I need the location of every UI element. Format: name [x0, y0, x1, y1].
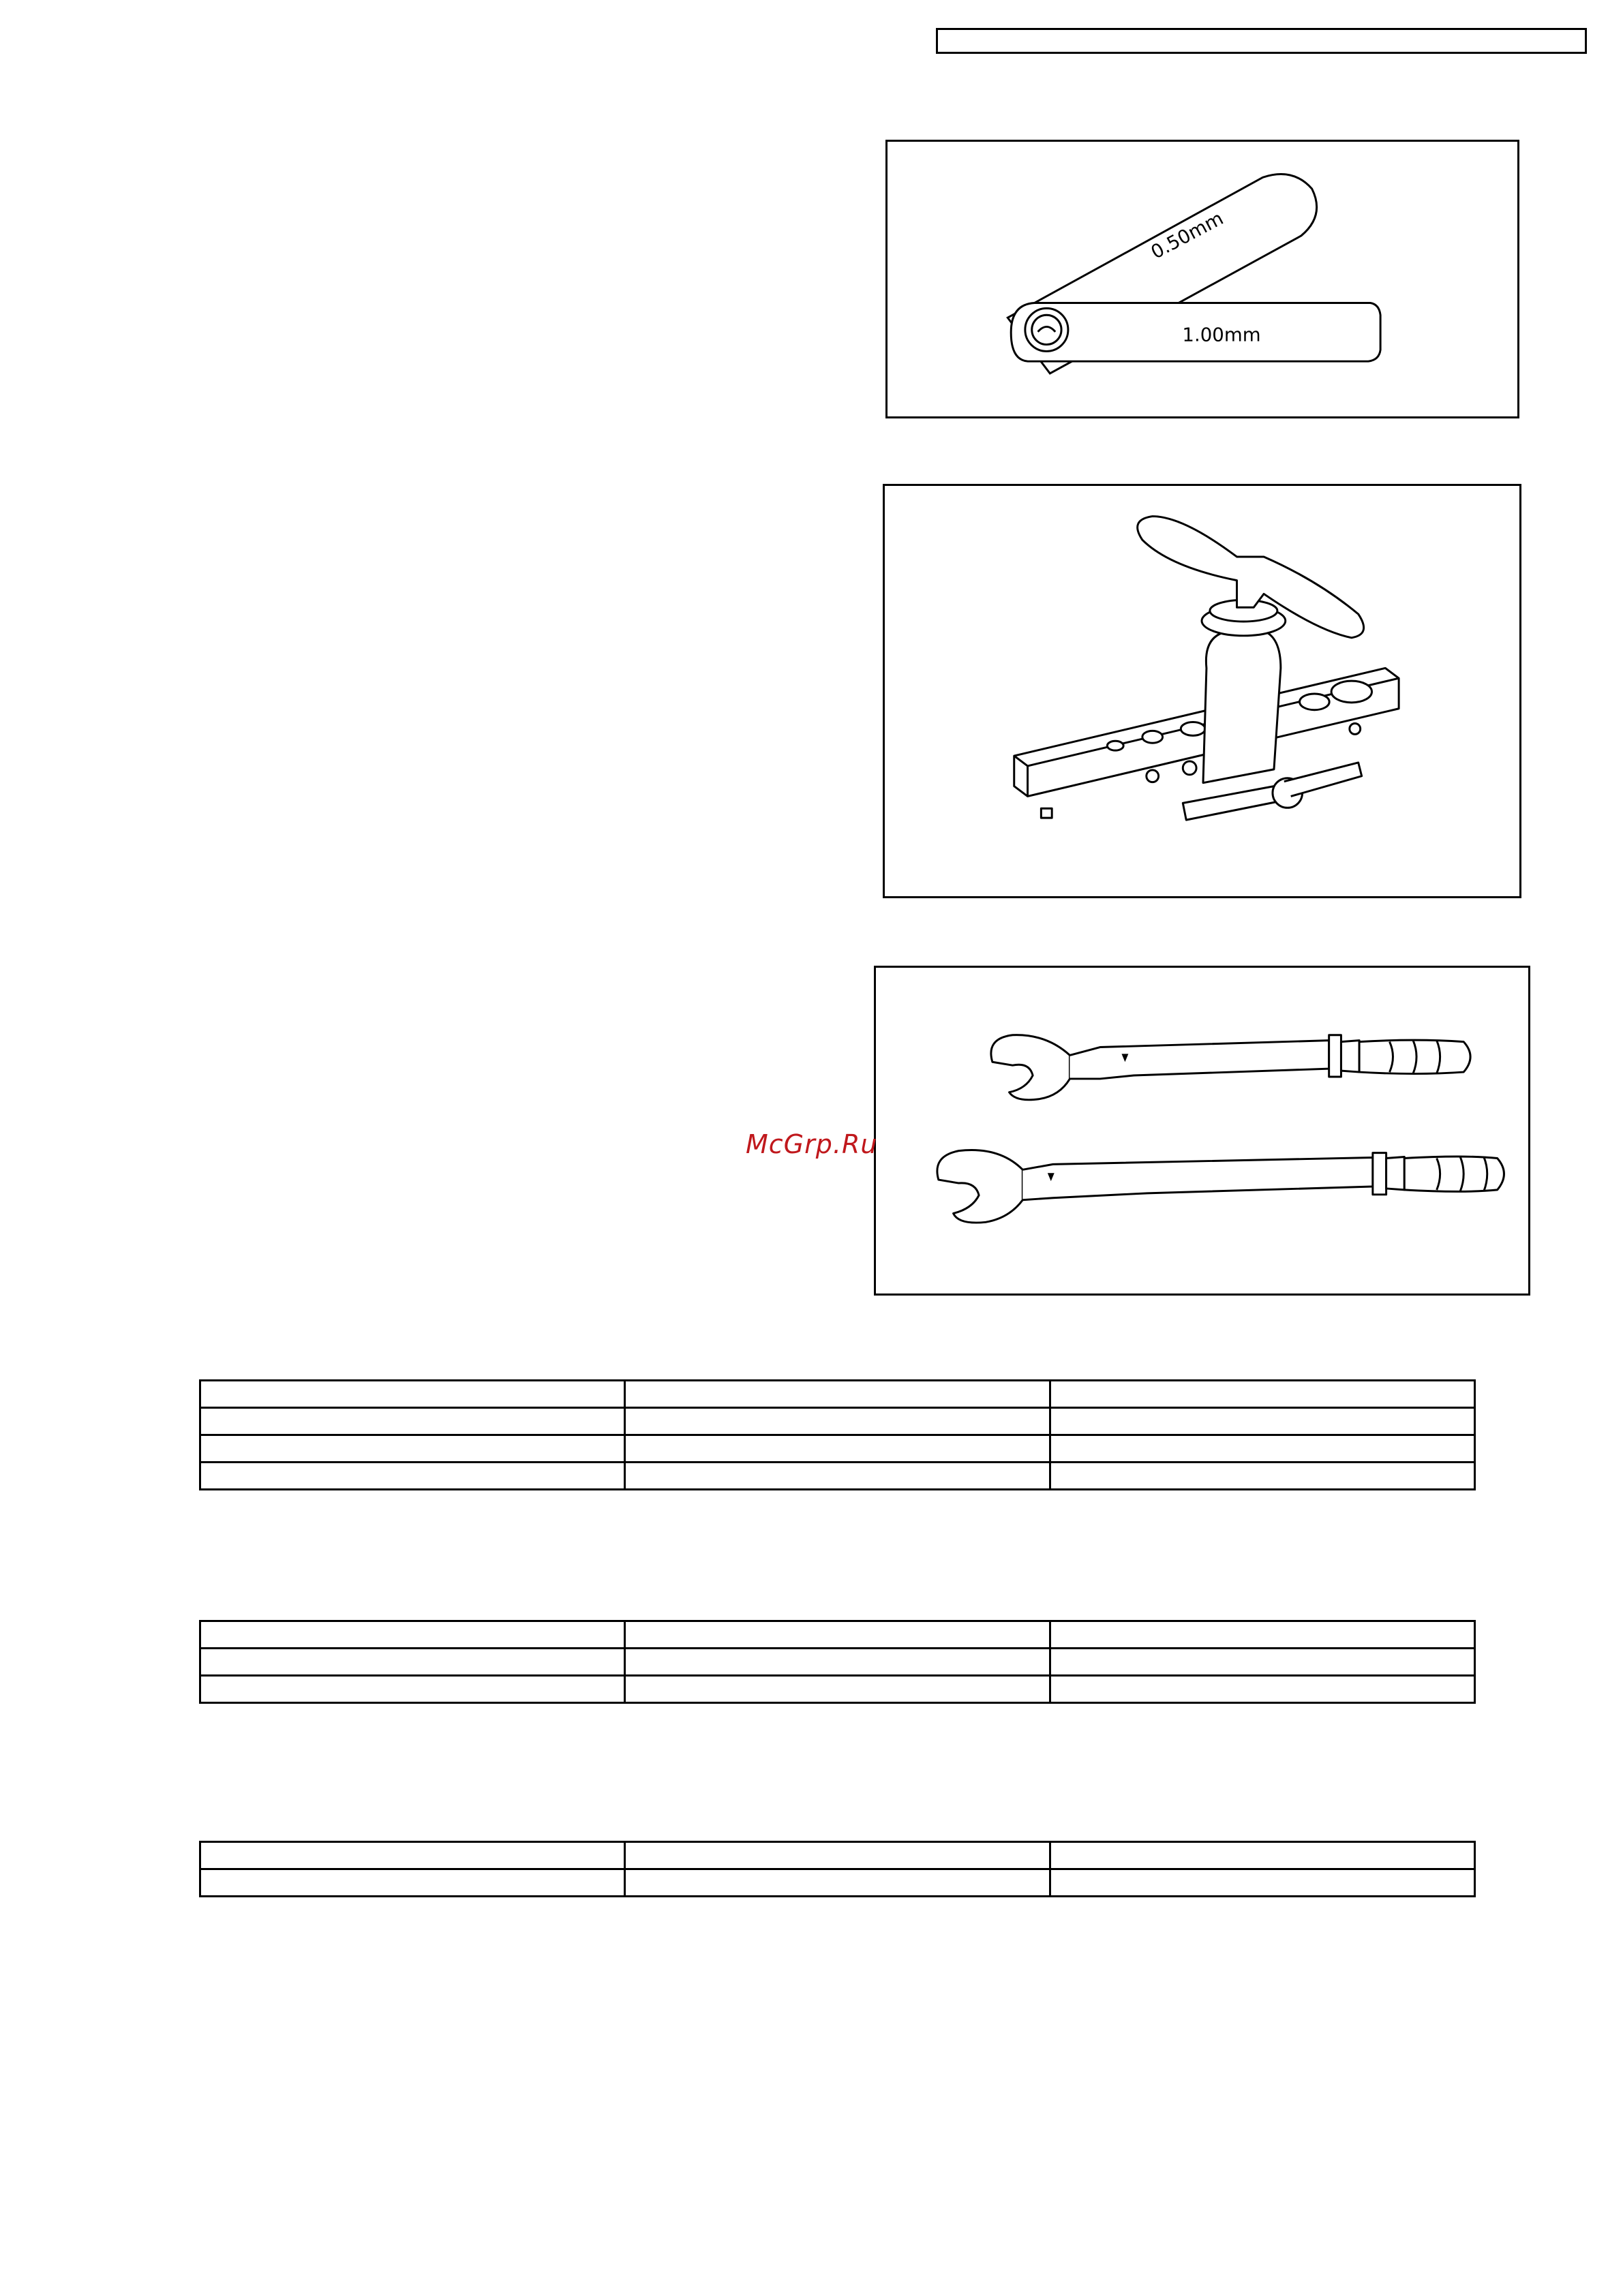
gauge-label-lower: 1.00mm [1182, 323, 1261, 346]
table-cell [1050, 1649, 1474, 1676]
spec-table-1 [199, 1379, 1476, 1490]
table-cell [625, 1649, 1050, 1676]
table-cell [200, 1435, 625, 1463]
torque-wrench-figure [874, 966, 1530, 1296]
watermark: McGrp.Ru [746, 1129, 878, 1159]
table-cell [200, 1463, 625, 1490]
table-row [200, 1621, 1475, 1649]
table-cell [625, 1408, 1050, 1435]
table-cell [625, 1869, 1050, 1897]
torque-wrench-drawing [876, 968, 1528, 1294]
table-cell [625, 1676, 1050, 1703]
table-row [200, 1408, 1475, 1435]
table-cell [1050, 1463, 1474, 1490]
table-cell [1050, 1408, 1474, 1435]
flaring-tool-figure [883, 484, 1521, 898]
table-cell [1050, 1381, 1474, 1408]
table-cell [200, 1869, 625, 1897]
table-cell [1050, 1842, 1474, 1869]
table-row [200, 1676, 1475, 1703]
table-cell [1050, 1676, 1474, 1703]
table-cell [200, 1649, 625, 1676]
table-row [200, 1869, 1475, 1897]
table-cell [625, 1381, 1050, 1408]
table-cell [1050, 1869, 1474, 1897]
table-cell [625, 1463, 1050, 1490]
table-cell [625, 1842, 1050, 1869]
table-cell [200, 1676, 625, 1703]
spec-table-3 [199, 1841, 1476, 1897]
table-row [200, 1381, 1475, 1408]
table-cell [200, 1381, 625, 1408]
spec-table-2 [199, 1620, 1476, 1704]
table-row [200, 1463, 1475, 1490]
feeler-gauge-drawing [888, 142, 1517, 416]
feeler-gauge-figure [885, 140, 1519, 418]
gauge-label-upper: 0.50mm [1147, 206, 1227, 264]
table-row [200, 1435, 1475, 1463]
header-box [936, 28, 1587, 54]
table-row [200, 1649, 1475, 1676]
table-cell [200, 1408, 625, 1435]
table-row [200, 1842, 1475, 1869]
table-cell [1050, 1621, 1474, 1649]
table-cell [1050, 1435, 1474, 1463]
table-cell [200, 1842, 625, 1869]
flaring-tool-drawing [885, 486, 1519, 896]
table-cell [625, 1621, 1050, 1649]
table-cell [200, 1621, 625, 1649]
table-cell [625, 1435, 1050, 1463]
